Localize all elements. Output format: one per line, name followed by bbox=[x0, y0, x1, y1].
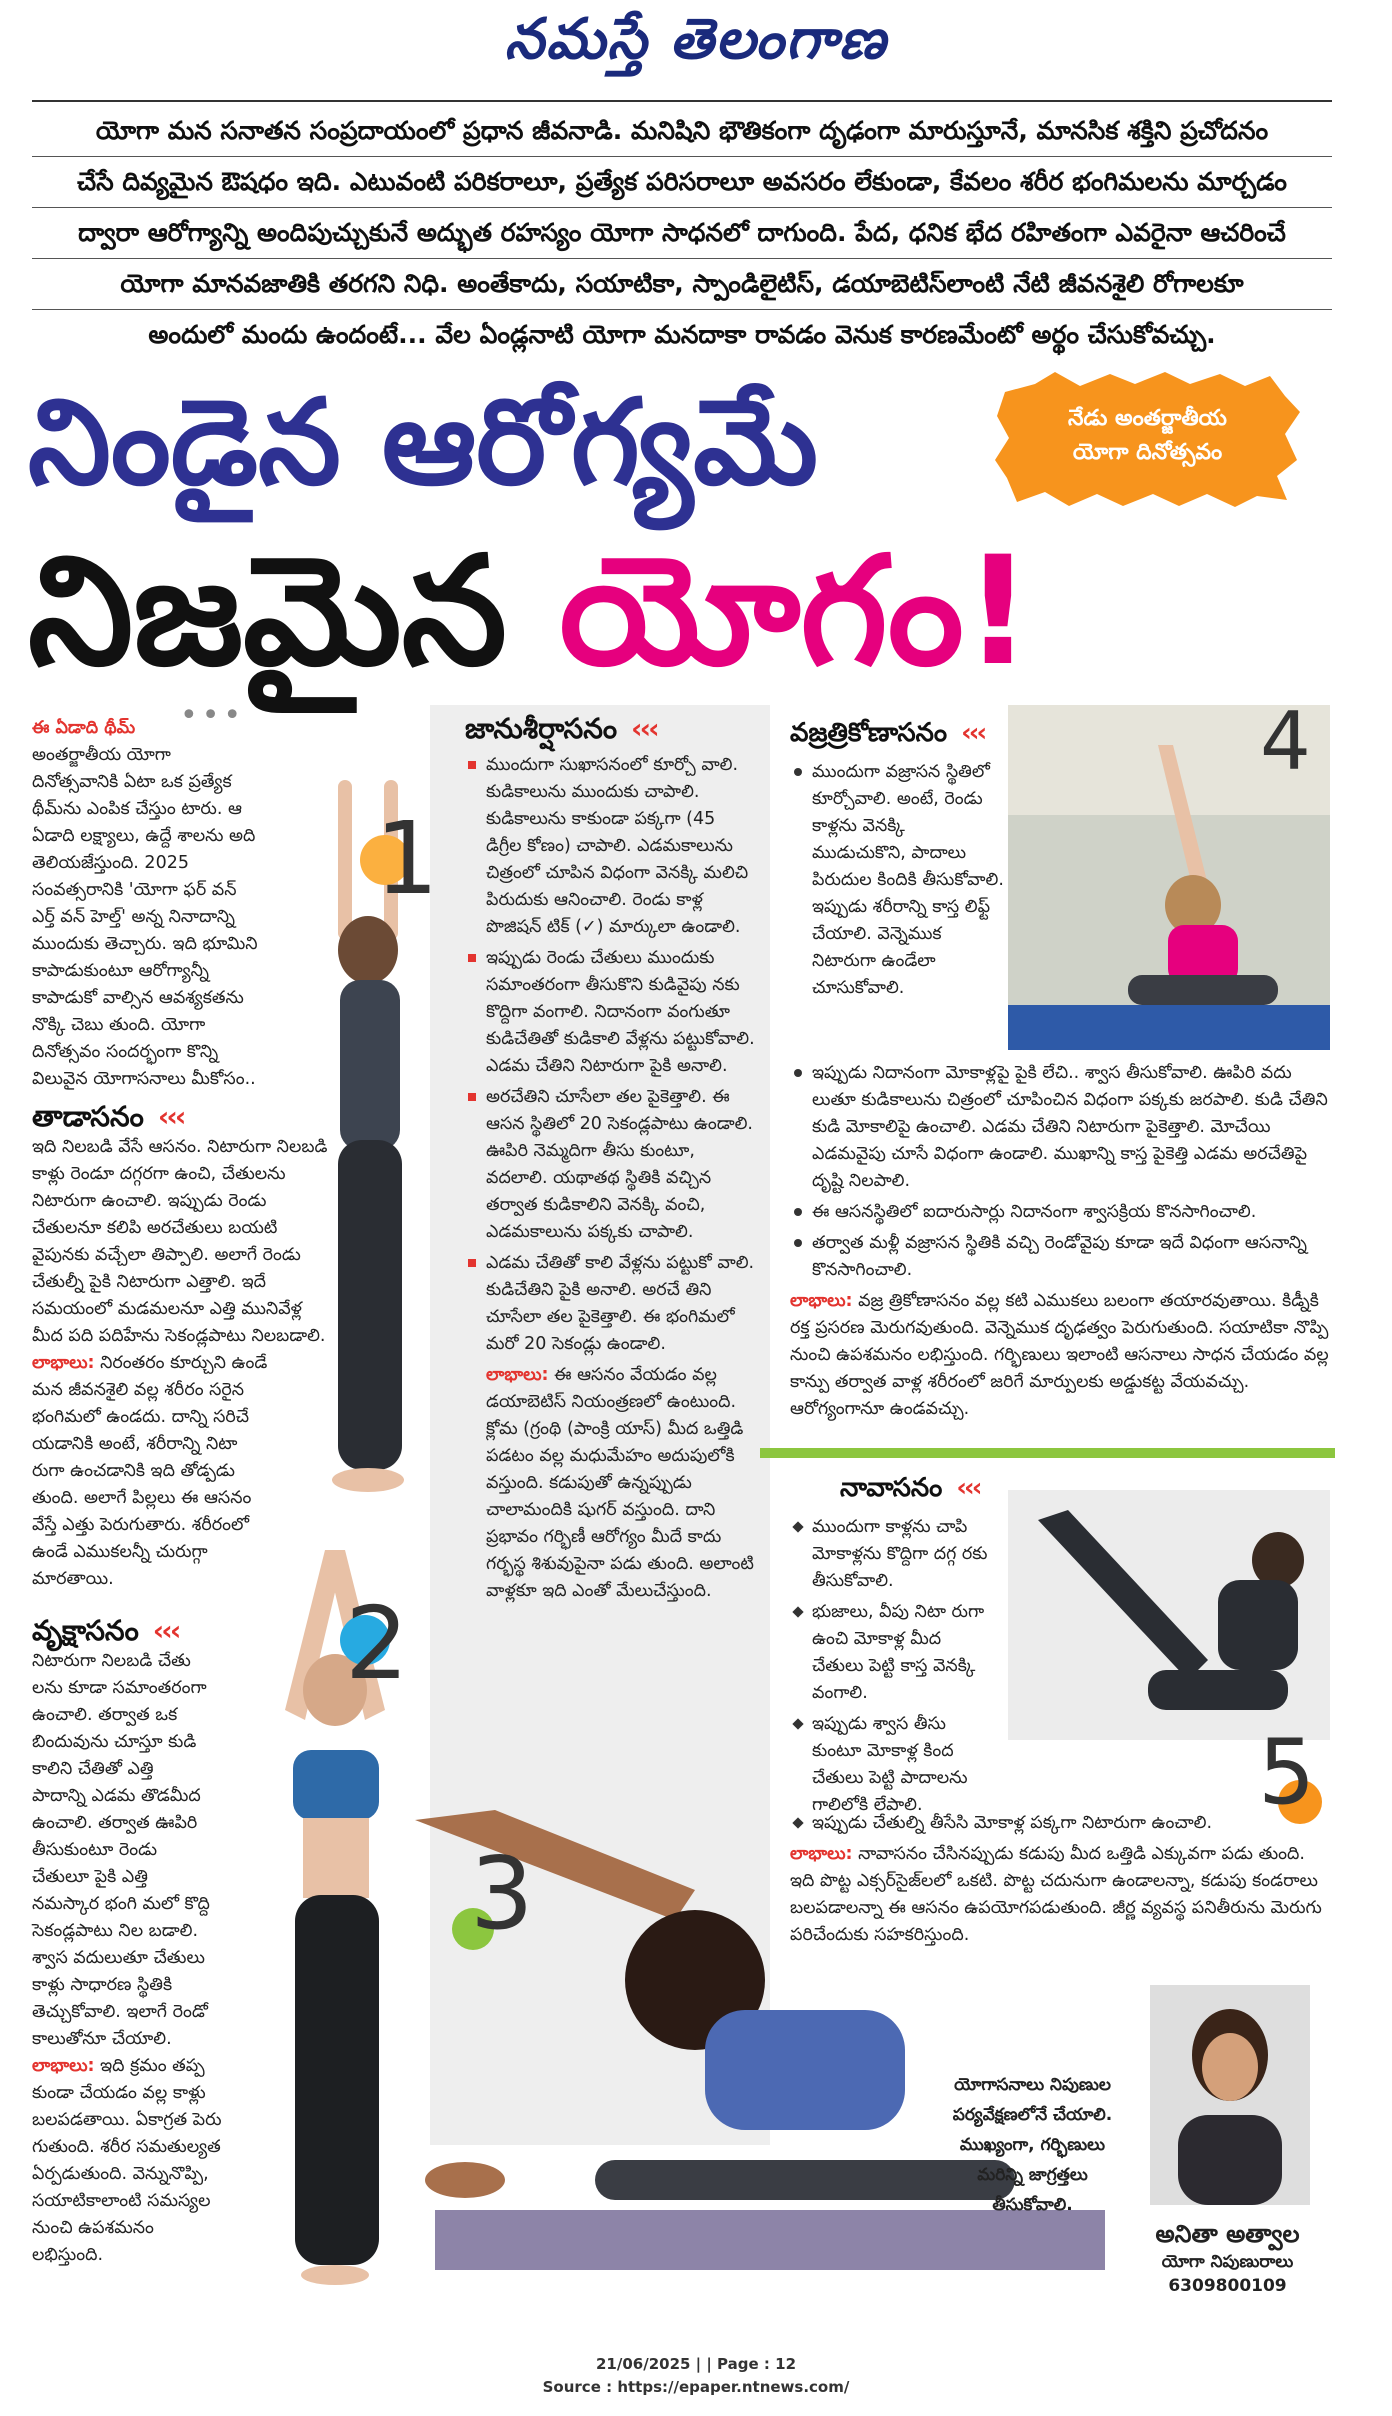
number-3: 3 bbox=[470, 1835, 534, 1952]
footer-date-page: 21/06/2025 | | Page : 12 bbox=[595, 2355, 797, 2373]
intro-paragraph bbox=[32, 106, 1332, 360]
list-item: ముందుగా కాళ్లను చాపి మోకాళ్లను కొద్దిగా దగ్గ రకు తీసుకోవాలి. bbox=[790, 1514, 990, 1595]
headline-line-2 bbox=[28, 522, 1328, 702]
tadasana-title-text: తాడాసనం bbox=[32, 1100, 144, 1133]
separator-dots: ••• bbox=[180, 698, 246, 733]
janushirshasana-benefit bbox=[464, 1362, 756, 1605]
intro-line: చేసే దివ్యమైన ఔషధం ఇది. ఎటువంటి పరికరాలూ, ప్రత్యేక పరిసరాలూ అవసరం లేకుండా, కేవలం శరీర భంగిమలను మార్చడం bbox=[32, 157, 1332, 208]
list-item: ఇప్పుడు రెండు చేతులు ముందుకు సమాంతరంగా తీసుకొని కుడివైపు నకు కొద్దిగా వంగాలి. నిదానంగా వంగుతూ కుడిచేతితో కుడికాలి వేళ్లను పట్టుకోవాలి. ఎడమ చేతిని నిటారుగా పైకి అనాలి. bbox=[464, 945, 756, 1080]
chevrons-icon: ‹‹‹ bbox=[961, 718, 985, 748]
column-3-top bbox=[790, 720, 1004, 1006]
tadasana-text: ఇది నిలబడి వేసే ఆసనం. నిటారుగా నిలబడి కాళ్లు రెండూ దగ్గరగా ఉంచి, చేతులను నిటారుగా ఉంచాలి. ఇప్పుడు రెండు చేతులనూ కలిపి అరచేతులు బయటి వైపునకు వచ్చేలా తిప్పాలి. అలాగే రెండు చేతుల్నీ పైకి నిటారుగా ఎత్తాలి. ఇదే సమయంలో మడమలనూ ఎత్తి మునివేళ్ల మీద పది పదిహేను సెకండ్లపాటు నిలబడాలి. bbox=[32, 1137, 328, 1346]
benefit-text: ఈ ఆసనం వేయడం వల్ల డయాబెటిస్ నియంత్రణలో ఉంటుంది. క్లోమ (గ్రంథి (పాంక్రి యాస్) మీద ఒత్తిడి పడటం వల్ల మధుమేహం అదుపులోకి వస్తుంది. కడుపుతో ఉన్నప్పుడు చాలామందికి షుగర్ వస్తుంది. దాని ప్రభావం గర్భిణీ ఆరోగ్యం మీదే కాదు గర్భస్థ శిశువుపైనా పడు తుంది. అలాంటి వాళ్లకూ ఇది ఎంతో మేలుచేస్తుంది. bbox=[486, 1365, 754, 1601]
list-item: తర్వాత మళ్లీ వజ్రాసన స్థితికి వచ్చి రెండోవైపు కూడా ఇదే విధంగా ఆసనాన్ని కొనసాగించాలి. bbox=[790, 1230, 1330, 1284]
benefit-text: ఇది క్రమం తప్ప కుండా చేయడం వల్ల కాళ్లు బలపడతాయి. ఏకాగ్రత పెరు గుతుంది. శరీర సమతుల్యత ఏర్పడుతుంది. వెన్నునొప్పి, సయాటికాలాంటి సమస్యల నుంచి ఉపశమనం లభిస్తుంది. bbox=[32, 2056, 222, 2265]
badge-line-2: యోగా దినోత్సవం bbox=[1072, 440, 1223, 465]
intro-line: యోగా మన సనాతన సంప్రదాయంలో ప్రధాన జీవనాడి. మనిషిని భౌతికంగా దృఢంగా మారుస్తూనే, మానసిక శక్తిని ప్రచోదనం bbox=[32, 106, 1332, 157]
navasana-title bbox=[790, 1475, 990, 1502]
list-item: ముందుగా సుఖాసనంలో కూర్చో వాలి. కుడికాలును ముందుకు చాపాలి. కుడికాలును కాకుండా పక్కగా (45 డిగ్రీల కోణం) చాపాలి. ఎడమకాలును చిత్రంలో చూపిన విధంగా వెనక్కి మలిచి పిరుదుకు ఆనించాలి. రెండు కాళ్ల పొజిషన్ టిక్ (✓) మార్కులా ఉండాలి. bbox=[464, 752, 756, 941]
headline-line-1: నిండైన ఆరోగ్యమే bbox=[28, 373, 818, 511]
vrikshasana-text: నిటారుగా నిలబడి చేతు లను కూడా సమాంతరంగా ఉంచాలి. తర్వాత ఒక బిందువును చూస్తూ కుడి కాలిని చేతితో ఎత్తి పాదాన్ని ఎడమ తొడమీద ఉంచాలి. తర్వాత ఊపిరి తీసుకుంటూ రెండు చేతులూ పైకి ఎత్తి నమస్కార భంగి మలో కొద్ది సెకండ్లపాటు నిల బడాలి. శ్వాస వదులుతూ చేతులు కాళ్లు సాధారణ స్థితికి తెచ్చుకోవాలి. ఇలాగే రెండో కాలుతోనూ చేయాలి. bbox=[32, 1651, 210, 2049]
list-item: ఇప్పుడు చేతుల్ని తీసేసి మోకాళ్ల పక్కగా నిటారుగా ఉంచాలి. bbox=[790, 1810, 1330, 1837]
benefit-text: నిరంతరం కూర్చుని ఉండే మన జీవనశైలి వల్ల శరీరం సరైన భంగిమలో ఉండదు. దాన్ని సరిచే యడానికి అంటే, శరీరాన్ని నిటా రుగా ఉంచడానికి ఇది తోడ్పడు తుంది. అలాగే పిల్లలు ఈ ఆసనం వేస్తే ఎత్తు పెరుగుతారు. శరీరంలో ఉండే ఎముకలన్నీ చురుగ్గా మారతాయి. bbox=[32, 1353, 268, 1589]
intro-line: యోగా మానవజాతికి తరగని నిధి. అంతేకాదు, సయాటికా, స్పాండిలైటిస్, డయాబెటిస్‌లాంటి నేటి జీవనశైలి రోగాలకూ bbox=[32, 259, 1332, 310]
vrikshasana-title-text: వృక్షాసనం bbox=[32, 1614, 139, 1647]
column-3-bottom bbox=[790, 1060, 1330, 1423]
note-line: యోగాసనాలు నిపుణుల bbox=[954, 2075, 1111, 2095]
navasana-benefit bbox=[790, 1841, 1330, 1949]
note-line: పర్యవేక్షణలోనే చేయాలి. bbox=[952, 2105, 1113, 2125]
list-item: ఇప్పుడు నిదానంగా మోకాళ్లపై పైకి లేచి.. శ్వాస తీసుకోవాలి. ఊపిరి వదు లుతూ కుడికాలును చిత్రంలో చూపించిన విధంగా పక్కకు జరపాలి. కుడి చేతిని కుడి మోకాలిపై ఉంచాలి. ఎడమ చేతిని నిటారుగా పైకెత్తాలి. మోచేయి ఎడమవైపు చూసే విధంగా ఉండాలి. ముఖాన్ని కాస్త పైకెత్తి ఎడమ అరచేతిపై దృష్టి నిలపాలి. bbox=[790, 1060, 1330, 1195]
theme-label: ఈ ఏడాది థీమ్ bbox=[32, 718, 136, 738]
masthead bbox=[0, 0, 1392, 100]
author-phone: 6309800109 bbox=[1168, 2276, 1287, 2296]
column-4-bottom bbox=[790, 1810, 1330, 1949]
janushirshasana-title bbox=[430, 712, 770, 745]
green-divider bbox=[760, 1448, 1335, 1458]
author-name: అనితా అత్వాల bbox=[1155, 2220, 1300, 2248]
intro-line: ద్వారా ఆరోగ్యాన్ని అందిపుచ్చుకునే అద్భుత రహస్యం యోగా సాధనలో దాగుంది. పేద, ధనిక భేద రహితంగా ఎవరైనా ఆచరించే bbox=[32, 208, 1332, 259]
author-photo bbox=[1150, 1985, 1310, 2205]
footer-source: Source : https://epaper.ntnews.com/ bbox=[542, 2378, 850, 2396]
expert-note bbox=[925, 2070, 1140, 2220]
column-4-top bbox=[790, 1475, 990, 1823]
newspaper-title: నమస్తే తెలంగాణ bbox=[504, 6, 888, 72]
list-item: అరచేతిని చూసేలా తల పైకెత్తాలి. ఈ ఆసన స్థితిలో 20 సెకండ్లపాటు ఉండాలి. ఊపిరి నెమ్మదిగా తీసు కుంటూ, వదలాలి. యథాతథ స్థితికి వచ్చిన తర్వాత కుడికాలిని వెనక్కి వంచి, ఎడమకాలును పక్కకు చాపాలి. bbox=[464, 1084, 756, 1246]
chevrons-icon: ‹‹‹ bbox=[152, 1614, 179, 1647]
note-line: మరిన్ని జాగ్రత్తలు bbox=[977, 2165, 1088, 2185]
benefit-label: లాభాలు: bbox=[790, 1291, 853, 1311]
benefit-label: లాభాలు: bbox=[32, 2056, 95, 2076]
list-item: ఈ ఆసనస్థితిలో ఐదారుసార్లు నిదానంగా శ్వాసక్రియ కొనసాగించాలి. bbox=[790, 1199, 1330, 1226]
list-item: ముందుగా వజ్రాసన స్థితిలో కూర్చోవాలి. అంటే, రెండు కాళ్లను వెనక్కి ముడుచుకొని, పాదాలు పిరుదుల కిందికి తీసుకోవాలి. ఇప్పుడు శరీరాన్ని కాస్త లిఫ్ట్ చేయాలి. వెన్నెముక నిటారుగా ఉండేలా చూసుకోవాలి. bbox=[790, 759, 1004, 1002]
vrikshasana-benefit bbox=[32, 2053, 222, 2269]
yoga-day-badge bbox=[995, 372, 1300, 507]
number-2: 2 bbox=[345, 1585, 409, 1702]
benefit-label: లాభాలు: bbox=[486, 1365, 549, 1385]
list-item: ఎడమ చేతితో కాలి వేళ్లను పట్టుకో వాలి. కుడిచేతిని పైకి అనాలి. అరచే తిని చూసేలా తల పైకెత్తాలి. ఈ భంగిమలో మరో 20 సెకండ్లు ఉండాలి. bbox=[464, 1250, 756, 1358]
benefit-text: నావాసనం చేసినప్పుడు కడుపు మీద ఒత్తిడి ఎక్కువగా పడు తుంది. ఇది పొట్ట ఎక్సర్‌సైజ్‌లలో ఒకటి. పొట్ట చదునుగా ఉండాలన్నా, కడుపు కండరాలు బలపడాలన్నా ఈ ఆసనం ఉపయోగపడుతుంది. జీర్ణ వ్యవస్థ పనితీరును మెరుగు పరిచేందుకు సహకరిస్తుంది. bbox=[790, 1844, 1322, 1945]
benefit-label: లాభాలు: bbox=[790, 1844, 853, 1864]
vajratrikonasana-title-text: వజ్రత్రికోణాసనం bbox=[790, 718, 948, 748]
list-item: ఇప్పుడు శ్వాస తీసు కుంటూ మోకాళ్ల కింద చేతులు పెట్టి పాదాలను గాలిలోకి లేపాలి. bbox=[790, 1711, 990, 1819]
headline-black-text: నిజమైన bbox=[28, 525, 560, 699]
chevrons-icon: ‹‹‹ bbox=[956, 1473, 980, 1503]
intro-line: అందులో మందు ఉందంటే... వేల ఏండ్లనాటి యోగా మనదాకా రావడం వెనుక కారణమేంటో అర్థం చేసుకోవచ్చు. bbox=[148, 320, 1216, 349]
chevrons-icon: ‹‹‹ bbox=[157, 1100, 184, 1133]
number-4: 4 bbox=[1260, 695, 1311, 788]
vajratrikonasana-title bbox=[790, 720, 1004, 747]
benefit-text: వజ్ర త్రికోణాసనం వల్ల కటి ఎముకలు బలంగా తయారవుతాయి. కిడ్నీకి రక్త ప్రసరణ మెరుగవుతుంది. వెన్నెముక దృఢత్వం పెరుగుతుంది. సయాటికా నొప్పి నుంచి ఉపశమనం లభిస్తుంది. గర్భిణులు ఇలాంటి ఆసనాలు సాధన చేయడం వల్ల కాన్పు తర్వాత వాళ్ల శరీరంలో జరిగే మార్పులకు అడ్డుకట్ట వేయవచ్చు. ఆరోగ్యంగానూ ఉండవచ్చు. bbox=[790, 1291, 1329, 1419]
vajratrikonasana-benefit bbox=[790, 1288, 1330, 1423]
column-2 bbox=[430, 712, 770, 1605]
chevrons-icon: ‹‹‹ bbox=[631, 712, 657, 745]
author-role: యోగా నిపుణురాలు bbox=[1161, 2252, 1294, 2272]
list-item: భుజాలు, వీపు నిటా రుగా ఉంచి మోకాళ్ల మీద చేతులు పెట్టి కాస్త వెనక్కి వంగాలి. bbox=[790, 1599, 990, 1707]
janushirshasana-title-text: జానుశీర్షాసనం bbox=[465, 712, 618, 745]
masthead-rule bbox=[32, 100, 1332, 102]
note-line: తీసుకోవాలి. bbox=[992, 2195, 1073, 2215]
number-1: 1 bbox=[375, 800, 439, 917]
note-line: ముఖ్యంగా, గర్భిణులు bbox=[959, 2135, 1106, 2155]
number-5: 5 bbox=[1258, 1720, 1316, 1825]
benefit-label: లాభాలు: bbox=[32, 1353, 95, 1373]
navasana-title-text: నావాసనం bbox=[840, 1473, 943, 1503]
headline-pink-text: యోగం! bbox=[559, 525, 1033, 699]
badge-line-1: నేడు అంతర్జాతీయ bbox=[1068, 406, 1227, 431]
theme-text: అంతర్జాతీయ యోగా దినోత్సవానికి ఏటా ఒక ప్రత్యేక థీమ్‌ను ఎంపిక చేస్తుం టారు. ఆ ఏడాది లక్ష్యాలు, ఉద్దే శాలను అది తెలియజేస్తుంది. 2025 సంవత్సరానికి 'యోగా ఫర్ వన్ ఎర్త్ వన్ హెల్త్' అన్న నినాదాన్ని ముందుకు తెచ్చారు. ఇది భూమిని కాపాడుకుంటూ ఆరోగ్యాన్నీ కాపాడుకో వాల్సిన ఆవశ్యకతను నొక్కి చెబు తుంది. యోగా దినోత్సవం సందర్భంగా కొన్ని విలువైన యోగాసనాలు మీకోసం.. bbox=[32, 745, 258, 1089]
navasana-photo bbox=[1008, 1490, 1330, 1740]
